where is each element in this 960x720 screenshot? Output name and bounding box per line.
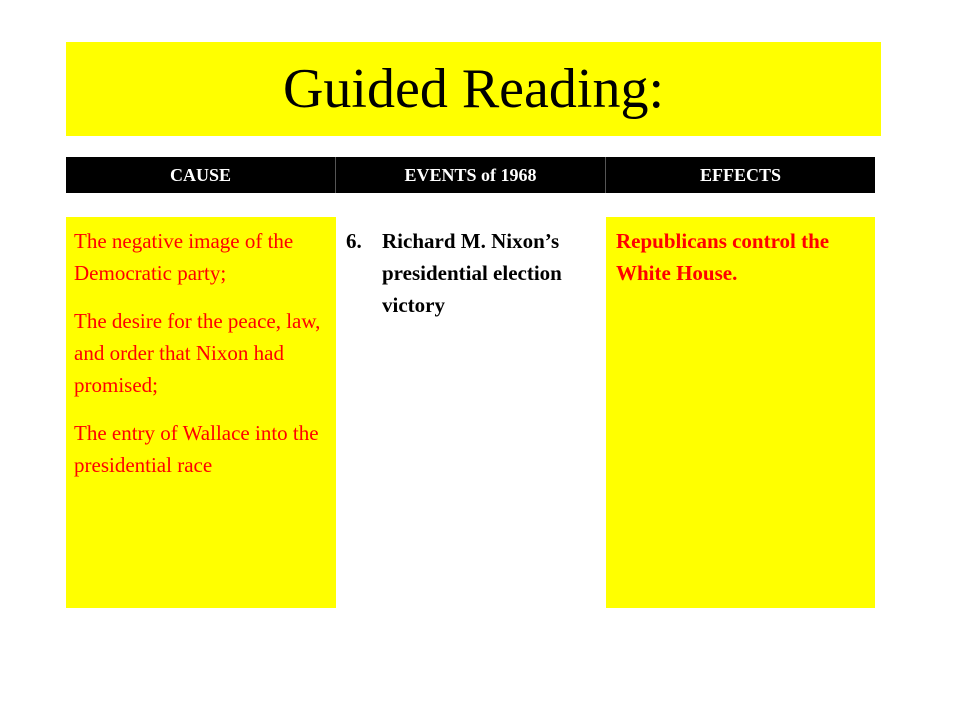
effect-text: Republicans control the White House.: [616, 229, 830, 285]
event-number: 6.: [346, 229, 362, 253]
cause-item: The entry of Wallace into the presidential race: [74, 421, 319, 477]
cause-item: The desire for the peace, law, and order that Nixon had promised;: [74, 309, 321, 397]
event-text: Richard M. Nixon’s presidential election victory: [382, 229, 562, 317]
event-box: [336, 217, 606, 608]
cause-box: [66, 217, 336, 608]
header-cause: CAUSE: [169, 164, 231, 185]
header-effects: EFFECTS: [605, 157, 875, 193]
cause-item: The negative image of the Democratic party;: [74, 229, 294, 285]
table-header-row: [66, 157, 875, 193]
effect-box: [606, 217, 875, 608]
slide-title: Guided Reading:: [282, 58, 665, 120]
title-banner: [66, 42, 881, 136]
header-events: EVENTS of 1968: [335, 157, 605, 193]
